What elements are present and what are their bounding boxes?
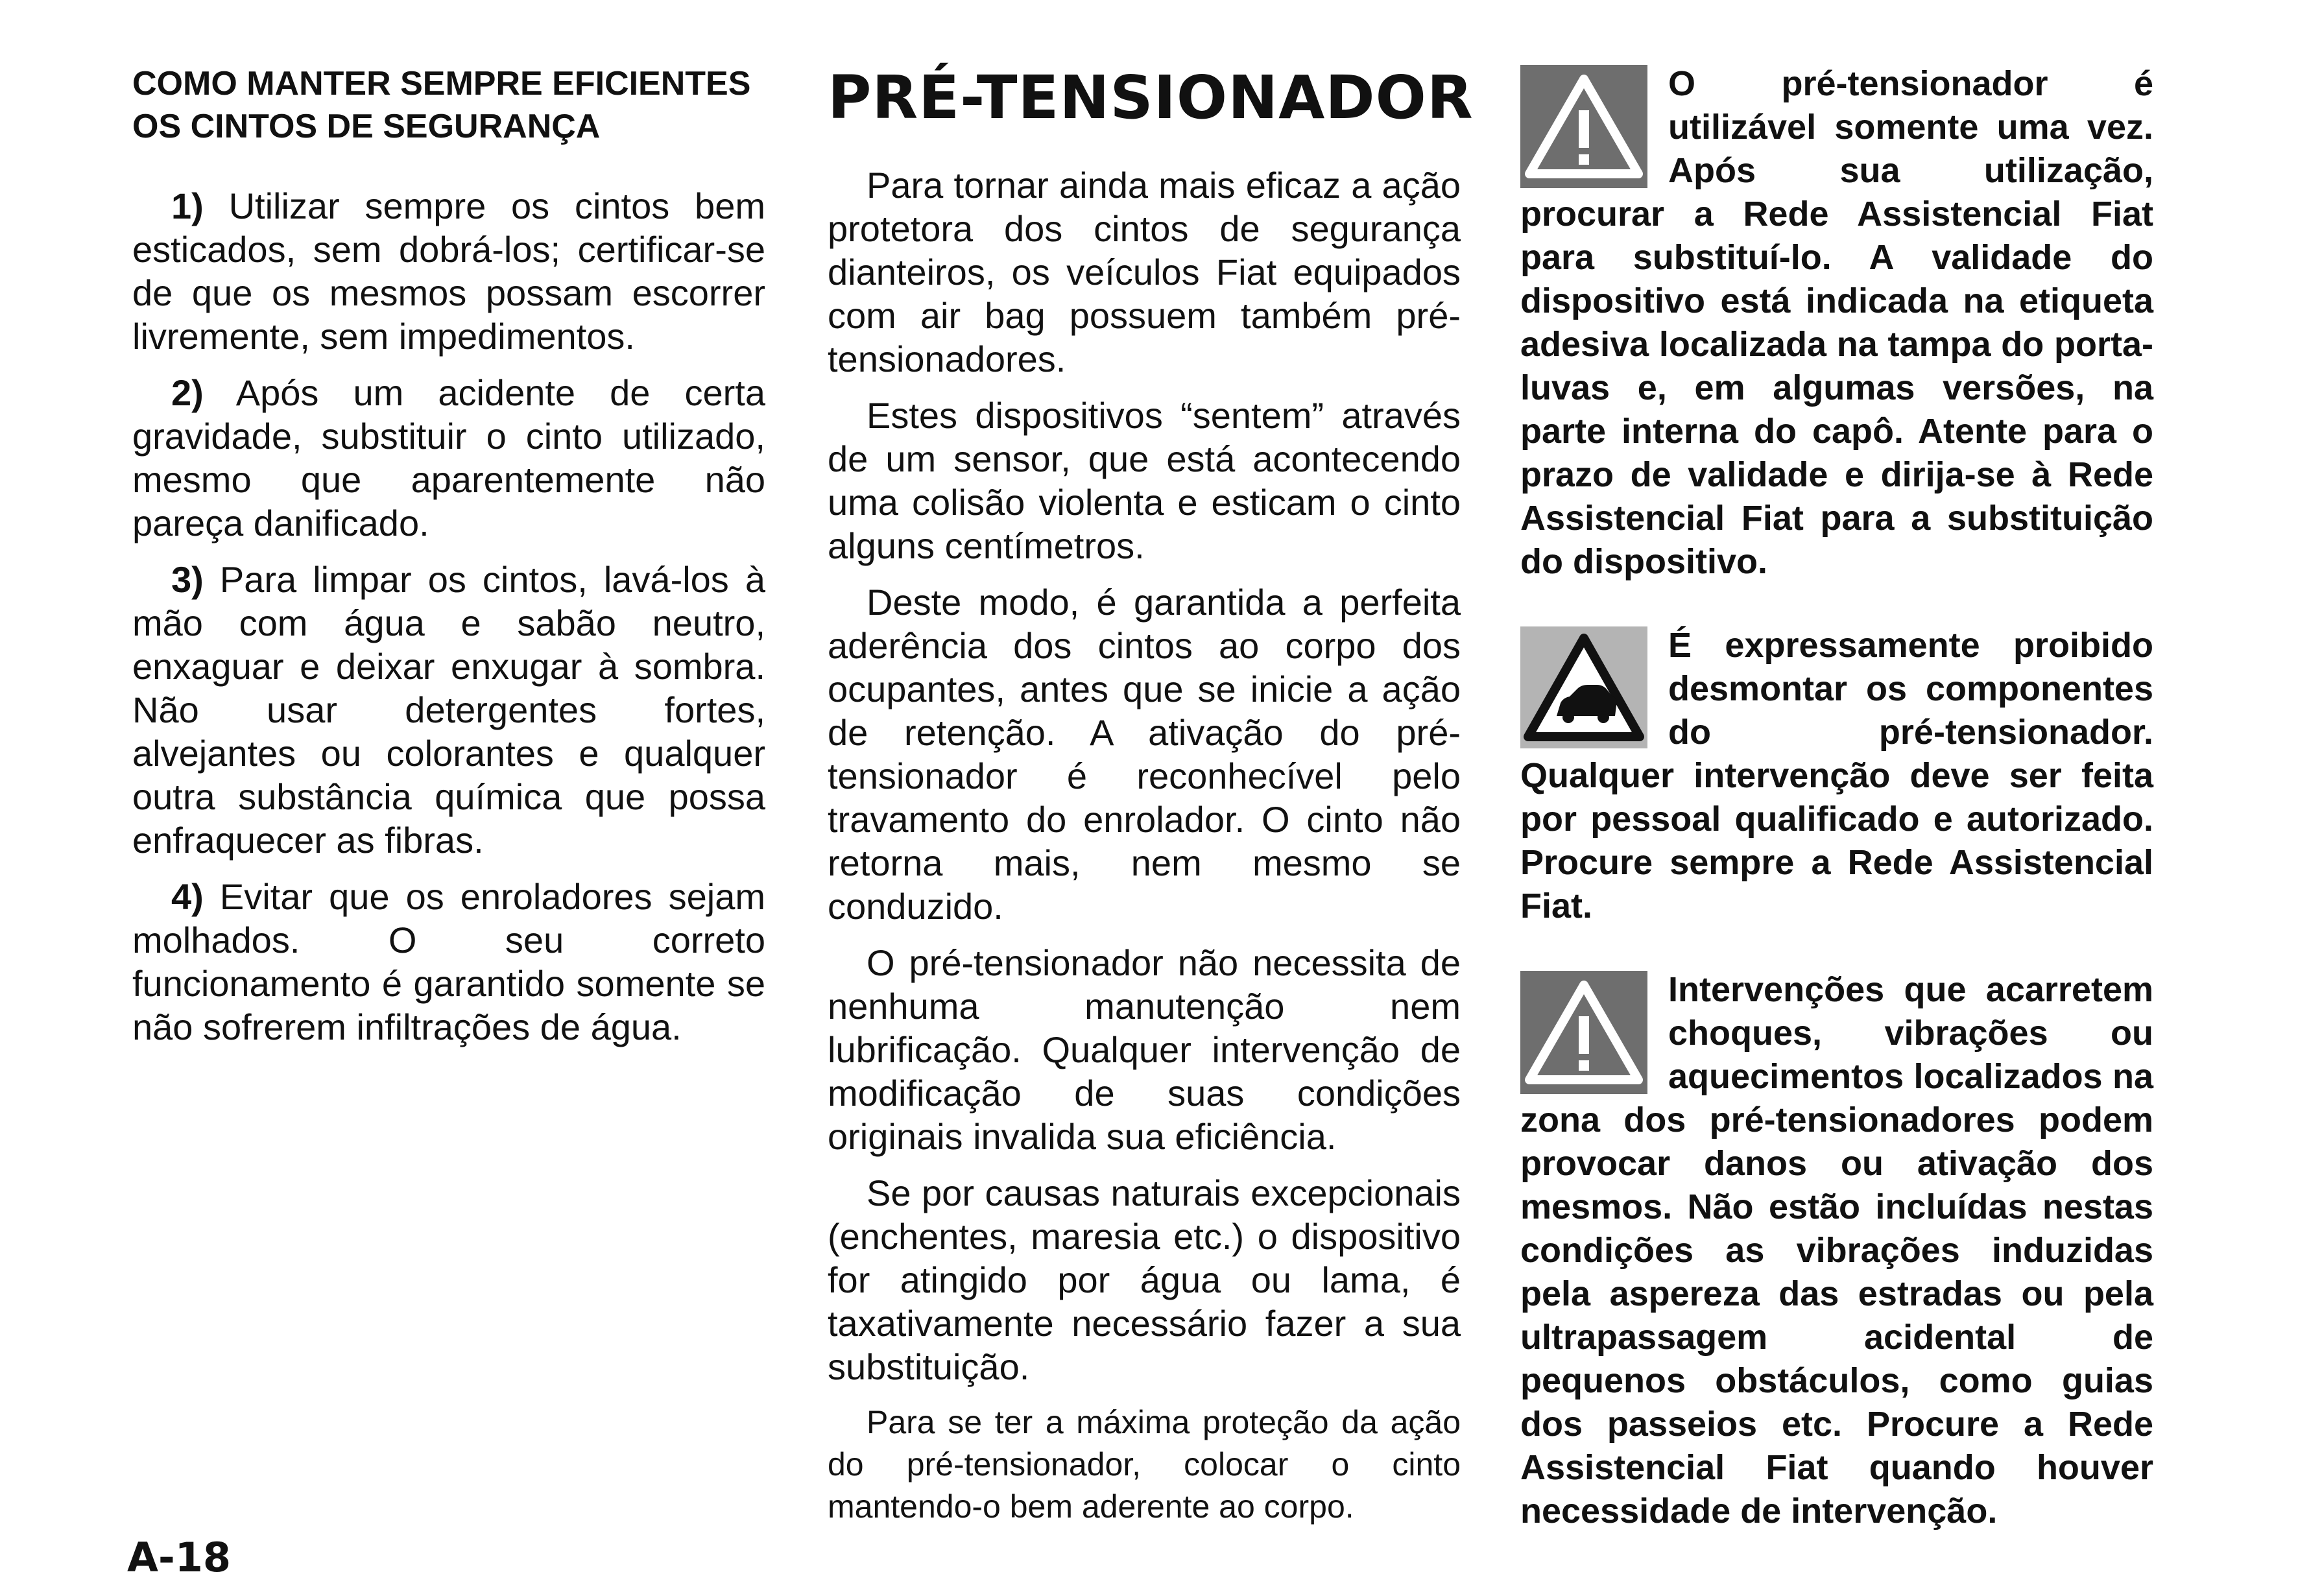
final-note: Para se ter a máxima proteção da ação do pré-tensionador, colocar o cinto mantendo-o bem aderente ao corpo. xyxy=(828,1404,1461,1525)
middle-column xyxy=(828,62,1474,1541)
warning-triangle-icon xyxy=(1520,65,1647,188)
list-item xyxy=(132,184,765,358)
item-text: Utilizar sempre os cintos bem esticados, sem dobrá-los; certificar-se de que os mesmos possam escorrer livremente, sem impedimentos. xyxy=(132,185,765,357)
item-number: 2) xyxy=(171,372,204,413)
left-column xyxy=(132,62,765,1062)
list-item xyxy=(132,558,765,862)
paragraph: Para tornar ainda mais eficaz a ação protetora dos cintos de segurança dianteiros, os veículos Fiat equipados com air bag possuem também pré-tensionadores. xyxy=(828,165,1461,379)
warning-text: Intervenções que acarretem choques, vibrações ou aquecimentos localizados na zona dos pré-tensionadores podem provocar danos ou ativação dos mesmos. Não estão incluídas nestas condições as vibrações induzidas pela aspereza das estradas ou pela ultrapassagem acidental de pequenos obstáculos, como guias dos passeios etc. Procure a Rede Assistencial Fiat quando houver necessidade de intervenção. xyxy=(1520,970,2153,1530)
paragraph: Estes dispositivos “sentem” através de um sensor, que está acontecendo uma colisão violenta e esticam o cinto alguns centímetros. xyxy=(828,395,1461,566)
paragraph: Se por causas naturais excepcionais (enchentes, maresia etc.) o dispositivo for atingido por água ou lama, é taxativamente necessário fazer a sua substituição. xyxy=(828,1173,1461,1387)
page-title: PRÉ-TENSIONADOR xyxy=(828,63,1474,132)
section-heading: COMO MANTER SEMPRE EFICIENTES OS CINTOS DE SEGURANÇA xyxy=(132,65,751,145)
item-text: Evitar que os enroladores sejam molhados. O seu correto funcionamento é garantido somente se não sofrerem infiltrações de água. xyxy=(132,876,765,1047)
page-number: A-18 xyxy=(127,1534,231,1581)
paragraph: O pré-tensionador não necessita de nenhuma manutenção nem lubrificação. Qualquer intervenção de modificação de suas condições originais invalida sua eficiência. xyxy=(828,942,1461,1157)
car-warning-icon xyxy=(1520,626,1647,748)
item-number: 4) xyxy=(171,876,204,917)
warning-block xyxy=(1520,968,2153,1533)
item-number: 1) xyxy=(171,185,204,226)
warning-triangle-icon xyxy=(1520,971,1647,1094)
item-text: Após um acidente de certa gravidade, substituir o cinto utilizado, mesmo que aparentemente não pareça danificado. xyxy=(132,372,765,543)
warning-block xyxy=(1520,62,2153,584)
warning-block xyxy=(1520,624,2153,928)
list-item xyxy=(132,371,765,545)
item-text: Para limpar os cintos, lavá-los à mão com água e sabão neutro, enxaguar e deixar enxugar à sombra. Não usar detergentes fortes, alvejantes ou colorantes e qualquer outra substância química que possa enfraquecer as fibras. xyxy=(132,559,765,861)
warning-text: É expressamente proibido desmontar os componentes do pré-tensionador. Qualquer intervenção deve ser feita por pessoal qualificado e autorizado. Procure sempre a Rede Assistencial Fiat. xyxy=(1520,626,2153,925)
item-number: 3) xyxy=(171,559,204,600)
paragraph: Deste modo, é garantida a perfeita aderência dos cintos ao corpo dos ocupantes, antes que se inicie a ação de retenção. A ativação do pré-tensionador é reconhecível pelo travamento do enrolador. O cinto não retorna mais, nem mesmo se conduzido. xyxy=(828,582,1461,927)
list-item xyxy=(132,875,765,1049)
right-column xyxy=(1520,62,2153,1573)
warning-text: O pré-tensionador é utilizável somente uma vez. Após sua utilização, procurar a Rede Assistencial Fiat para substituí-lo. A validade do dispositivo está indicada na etiqueta adesiva localizada na tampa do porta-luvas e, em algumas versões, na parte interna do capô. Atente para o prazo de validade e dirija-se à Rede Assistencial Fiat para a substituição do dispositivo. xyxy=(1520,64,2153,581)
